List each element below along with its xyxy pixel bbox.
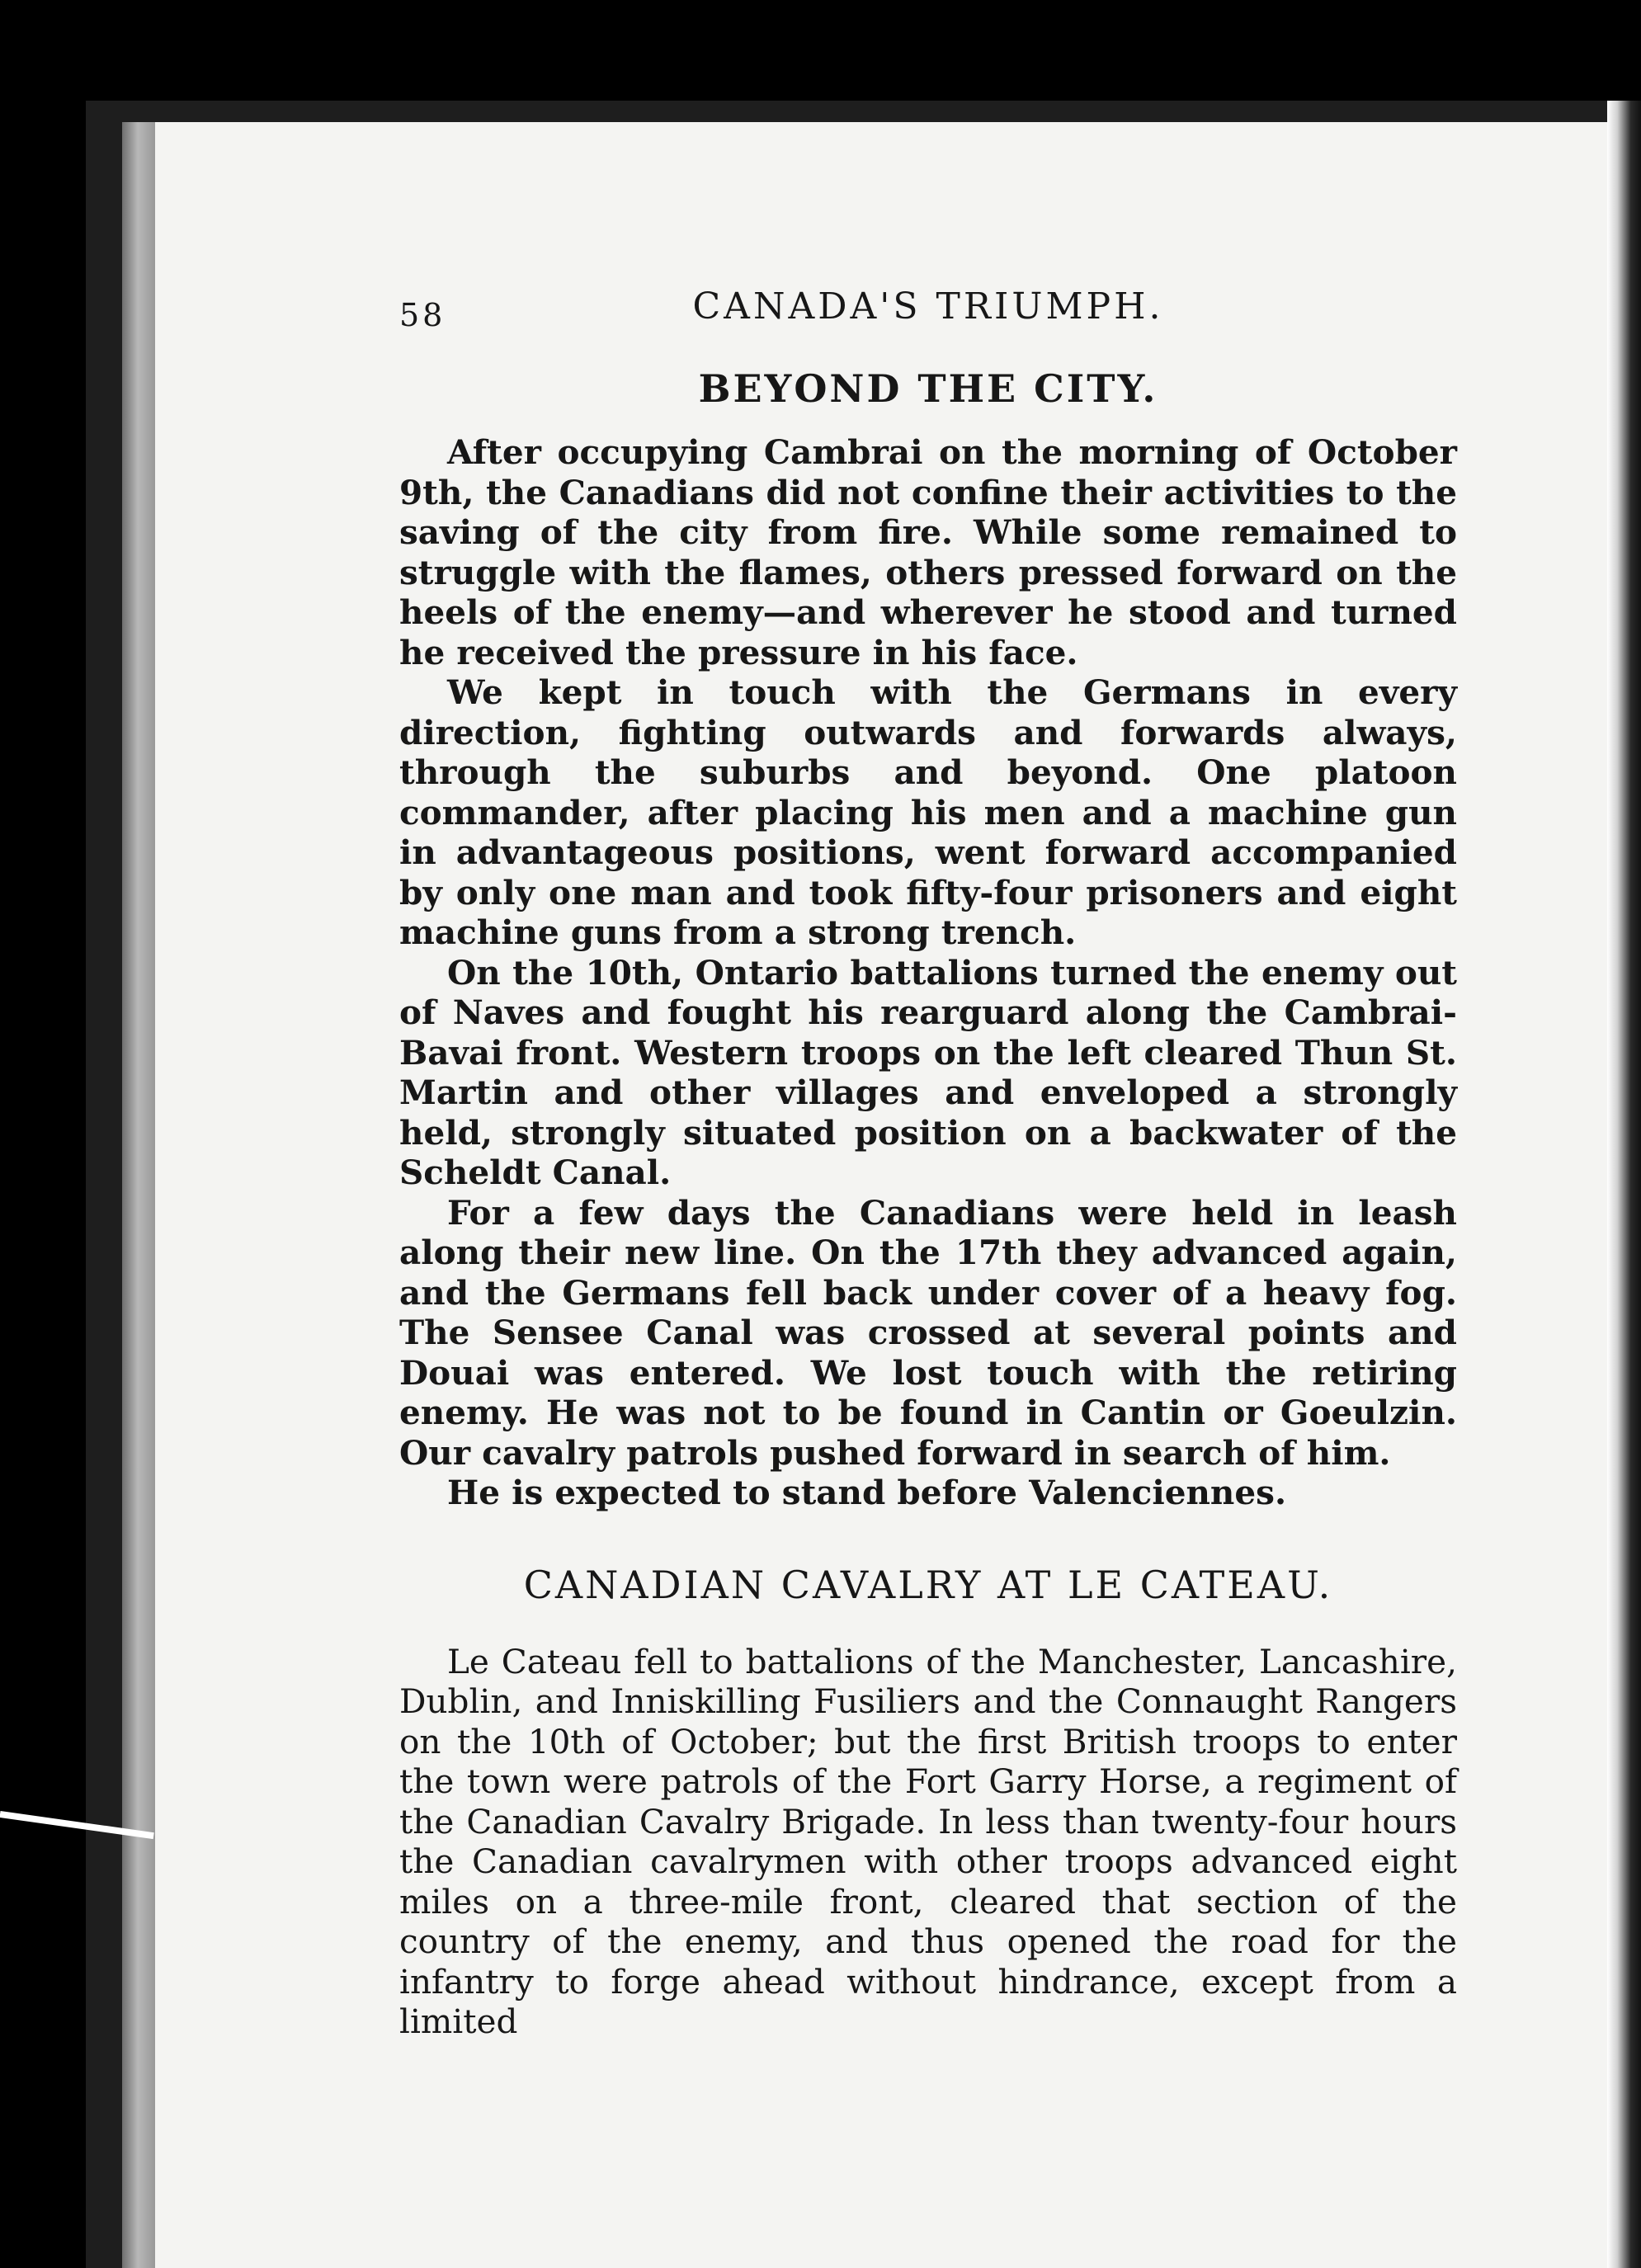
paragraph: On the 10th, Ontario battalions turned the enemy out of Naves and fought his rearguard along the Cambrai-Bavai front. Western troops on the left cleared Thun St. Martin and other villages and enveloped a strongly held, strongly situated position on a backwater of the Scheldt Canal. — [399, 952, 1457, 1192]
running-head — [399, 272, 1457, 338]
paragraph: For a few days the Canadians were held in leash along their new line. On the 17th they advanced again, and the Germans fell back under cover of a heavy fog. The Sensee Canal was crossed at several points and Douai was entered. We lost touch with the retiring enemy. He was not to be found in Cantin or Goeulzin. Our cavalry patrols pushed forward in search of him. — [399, 1192, 1457, 1473]
text-block — [399, 272, 1457, 2042]
page-number: 58 — [399, 297, 446, 333]
paragraph: Le Cateau fell to battalions of the Manchester, Lancashire, Dublin, and Inniskilling Fusiliers and the Connaught Rangers on the 10th of October; but the first British troops to enter the town were patrols of the Fort Garry Horse, a regiment of the Canadian Cavalry Brigade. In less than twenty-four hours the Canadian cavalrymen with other troops advanced eight miles on a three-mile front, cleared that section of the country of the enemy, and thus opened the road for the infantry to forge ahead without hindrance, except from a limited — [399, 1641, 1457, 2041]
book-title: CANADA'S TRIUMPH. — [692, 285, 1164, 328]
right-page-edge — [1607, 101, 1641, 2268]
section-heading-canadian-cavalry: CANADIAN CAVALRY AT LE CATEAU. — [523, 1562, 1333, 1607]
paragraph: After occupying Cambrai on the morning of October 9th, the Canadians did not confine their activities to the saving of the city from fire. While some remained to struggle with the flames, others pressed forward on the heels of the enemy—and wherever he stood and turned he received the pressure in his face. — [399, 432, 1457, 672]
section-heading-beyond-the-city: BEYOND THE CITY. — [698, 366, 1158, 411]
paragraph: He is expected to stand before Valenciennes. — [447, 1473, 1287, 1512]
paragraph: We kept in touch with the Germans in every direction, fighting outwards and forwards always, through the suburbs and beyond. One platoon commander, after placing his men and a machine gun in advantageous positions, went forward accompanied by only one man and took fifty-four prisoners and eight machine guns from a strong trench. — [399, 672, 1457, 952]
